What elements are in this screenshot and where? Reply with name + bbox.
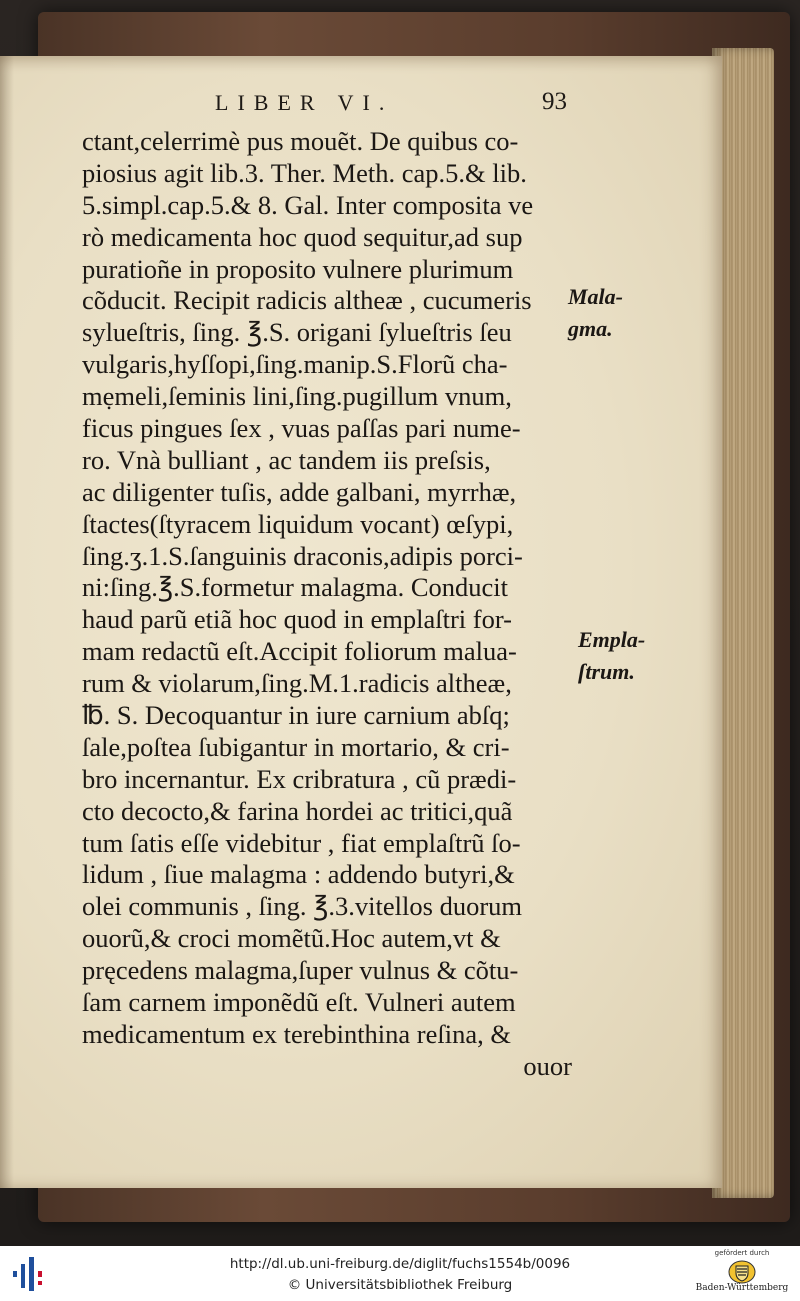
text-line: ro. Vnà bulliant , ac tandem iis preſsis, — [82, 444, 491, 475]
text-line: piosius agit lib.3. Ther. Meth. cap.5.& lib. — [82, 157, 527, 188]
sponsor-name: Baden-Württemberg — [695, 1283, 789, 1293]
text-line: cto decocto,& farina hordei ac tritici,quã — [82, 795, 513, 826]
text-line: mam redactũ eſt.Accipit foliorum malua- — [82, 636, 517, 667]
text-line: bro incernantur. Ex cribratura , cũ prædi- — [82, 763, 517, 794]
text-line: rò medicamenta hoc quod sequitur,ad sup — [82, 221, 523, 252]
text-line: medicamentum ex terebinthina reſina, & — [82, 1018, 511, 1049]
text-line: rum & violarum,ſing.M.1.radicis altheæ, — [82, 668, 512, 699]
text-line: ac diligenter tuſis, adde galbani, myrrhæ, — [82, 476, 517, 507]
text-line: olei communis , ſing. ℥.3.vitellos duorum — [82, 891, 523, 922]
text-line: ſtactes(ſtyracem liquidum vocant) œſypi, — [82, 508, 514, 539]
text-line: puratioñe in proposito vulnere plurimum — [82, 253, 514, 284]
text-line: tum ſatis eſſe videbitur , fiat emplaſtrũ ſo- — [82, 827, 521, 858]
text-line: pręcedens malagma,ſuper vulnus & cõtu- — [82, 955, 519, 986]
margin-note: ſtrum. — [578, 659, 635, 684]
margin-note: Mala- — [568, 284, 623, 309]
text-line: ℔. S. Decoquantur in iure carnium abſq; — [82, 700, 510, 731]
page-header — [0, 90, 722, 120]
margin-note: Empla- — [578, 627, 646, 652]
text-line: vulgaris,hyſſopi,ſing.manip.S.Florũ cha- — [82, 349, 508, 380]
sponsor-label: gefördert durch — [714, 1249, 770, 1257]
text-line: ſam carnem imponẽdũ eſt. Vulneri autem — [82, 987, 516, 1018]
text-line: cõducit. Recipit radicis altheæ , cucumeris — [82, 285, 532, 316]
coat-of-arms-icon — [728, 1260, 756, 1284]
body-text — [82, 126, 582, 1083]
text-line: lidum , ſiue malagma : addendo butyri,& — [82, 859, 515, 890]
text-line: haud parũ etiã hoc quod in emplaſtri for- — [82, 604, 512, 635]
text-line: 5.simpl.cap.5.& 8. Gal. Inter composita ve — [82, 189, 534, 220]
document-url[interactable]: http://dl.ub.uni-freiburg.de/diglit/fuchs1554b/0096 — [229, 1256, 571, 1272]
catchword: ouor — [523, 1050, 572, 1081]
text-line: ctant,celerrimè pus mouẽt. De quibus co- — [82, 126, 519, 156]
page-gutter-shadow — [0, 56, 14, 1188]
text-line: ouorũ,& croci momẽtũ.Hoc autem,vt & — [82, 923, 501, 954]
text-line: ni:ſing.℥.S.formetur malagma. Conducit — [82, 572, 508, 603]
text-line: ficus pingues ſex , vuas paſſas pari nume- — [82, 413, 521, 444]
viewer-footer — [0, 1246, 800, 1301]
margin-note: gma. — [568, 316, 613, 341]
sponsor-block — [688, 1249, 796, 1299]
text-line: sylueſtris, ſing. ℥.S. origani ſylueſtris ſeu — [82, 317, 512, 348]
copyright-notice: © Universitätsbibliothek Freiburg — [287, 1277, 513, 1293]
page-number: 93 — [542, 88, 567, 115]
text-line: mẹmeli,ſeminis lini,ſing.pugillum vnum, — [82, 381, 512, 412]
running-head: LIBER VI. — [215, 90, 394, 115]
text-line: ſale,poſtea ſubigantur in mortario, & cri- — [82, 731, 510, 762]
text-line: ſing.ʒ.1.S.ſanguinis draconis,adipis porci- — [82, 540, 523, 571]
